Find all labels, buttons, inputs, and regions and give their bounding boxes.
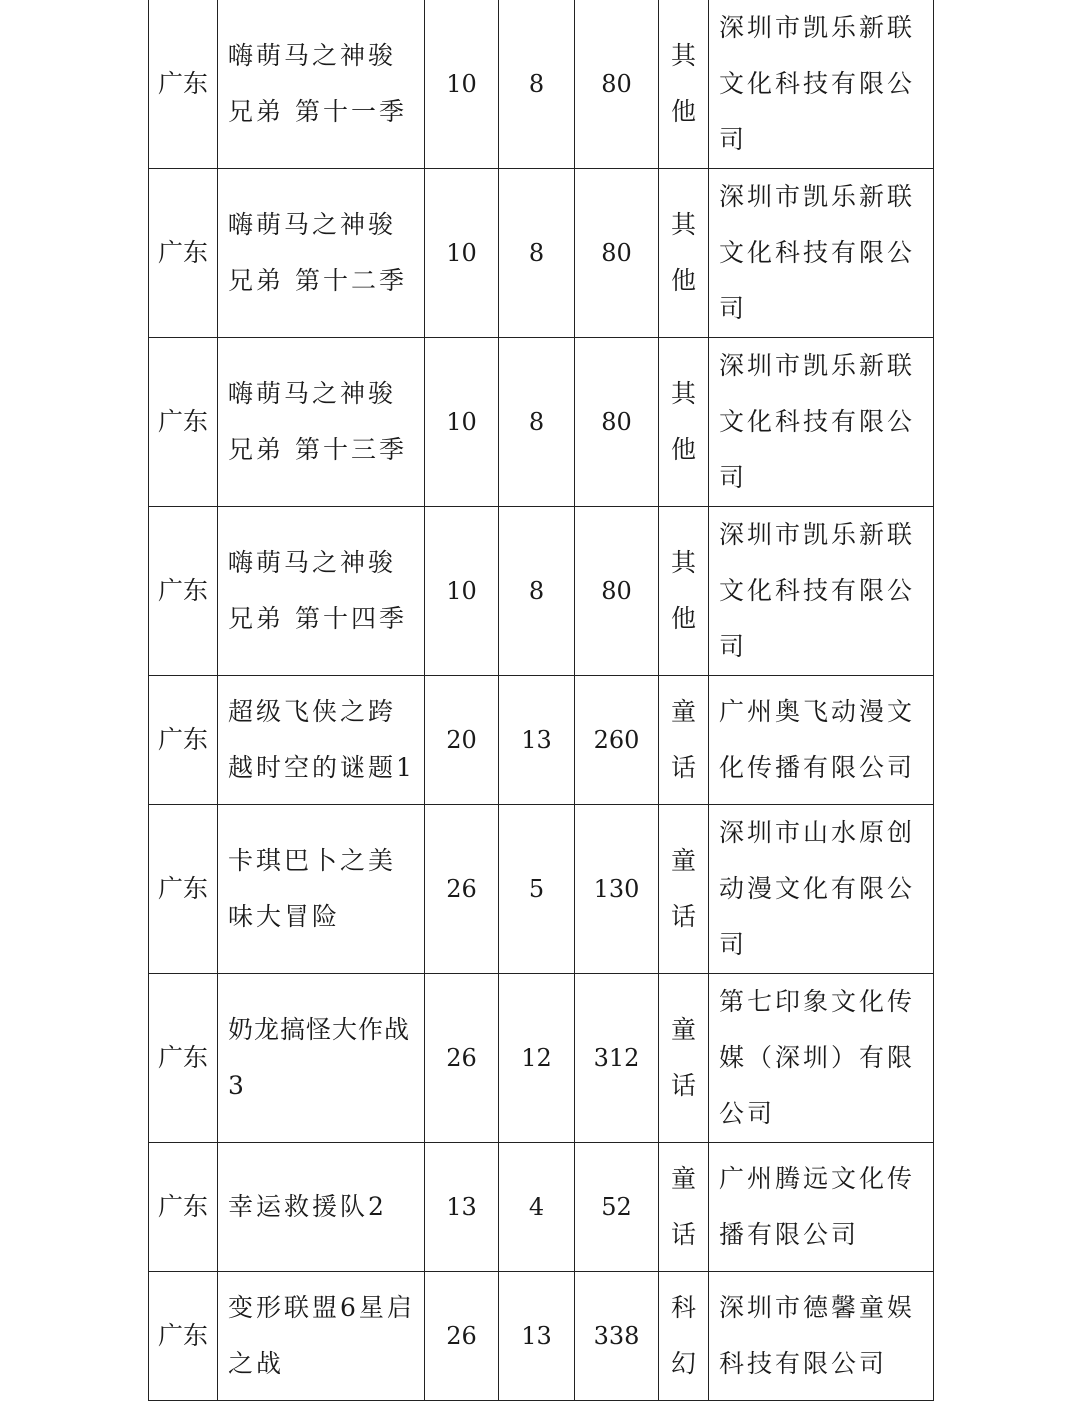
company-cell: 深圳市德馨童娱科技有限公司 xyxy=(709,1272,934,1401)
province-cell: 广东 xyxy=(149,1143,218,1272)
province-cell: 广东 xyxy=(149,974,218,1143)
title-cell: 嗨萌马之神骏兄弟 第十三季 xyxy=(218,338,425,507)
table-row xyxy=(149,169,934,338)
total-minutes-cell: 338 xyxy=(575,1272,659,1401)
minutes-per-episode-cell: 8 xyxy=(499,338,575,507)
table-row xyxy=(149,805,934,974)
table-row xyxy=(149,1143,934,1272)
title-cell: 变形联盟6星启之战 xyxy=(218,1272,425,1401)
episodes-cell: 26 xyxy=(425,974,499,1143)
episodes-cell: 13 xyxy=(425,1143,499,1272)
title-cell: 嗨萌马之神骏兄弟 第十二季 xyxy=(218,169,425,338)
episodes-cell: 26 xyxy=(425,1272,499,1401)
animation-registry-table xyxy=(148,0,934,1401)
document-page xyxy=(148,0,933,1401)
province-cell: 广东 xyxy=(149,805,218,974)
table-row xyxy=(149,676,934,805)
total-minutes-cell: 80 xyxy=(575,338,659,507)
total-minutes-cell: 80 xyxy=(575,507,659,676)
genre-cell: 科幻 xyxy=(659,1272,709,1401)
episodes-cell: 10 xyxy=(425,507,499,676)
total-minutes-cell: 260 xyxy=(575,676,659,805)
genre-cell: 其他 xyxy=(659,507,709,676)
minutes-per-episode-cell: 13 xyxy=(499,676,575,805)
province-cell: 广东 xyxy=(149,338,218,507)
minutes-per-episode-cell: 4 xyxy=(499,1143,575,1272)
minutes-per-episode-cell: 5 xyxy=(499,805,575,974)
table-row xyxy=(149,1272,934,1401)
table-row xyxy=(149,338,934,507)
minutes-per-episode-cell: 8 xyxy=(499,507,575,676)
genre-cell: 童话 xyxy=(659,1143,709,1272)
genre-cell: 童话 xyxy=(659,676,709,805)
genre-cell: 童话 xyxy=(659,805,709,974)
episodes-cell: 10 xyxy=(425,0,499,169)
table-row xyxy=(149,507,934,676)
minutes-per-episode-cell: 12 xyxy=(499,974,575,1143)
title-cell: 幸运救援队2 xyxy=(218,1143,425,1272)
company-cell: 广州腾远文化传播有限公司 xyxy=(709,1143,934,1272)
episodes-cell: 20 xyxy=(425,676,499,805)
total-minutes-cell: 80 xyxy=(575,169,659,338)
total-minutes-cell: 312 xyxy=(575,974,659,1143)
company-cell: 广州奥飞动漫文化传播有限公司 xyxy=(709,676,934,805)
company-cell: 深圳市凯乐新联文化科技有限公司 xyxy=(709,0,934,169)
table-row xyxy=(149,974,934,1143)
title-cell: 卡琪巴卜之美味大冒险 xyxy=(218,805,425,974)
title-cell: 嗨萌马之神骏兄弟 第十四季 xyxy=(218,507,425,676)
company-cell: 深圳市山水原创动漫文化有限公司 xyxy=(709,805,934,974)
province-cell: 广东 xyxy=(149,0,218,169)
total-minutes-cell: 130 xyxy=(575,805,659,974)
company-cell: 深圳市凯乐新联文化科技有限公司 xyxy=(709,507,934,676)
minutes-per-episode-cell: 8 xyxy=(499,169,575,338)
total-minutes-cell: 80 xyxy=(575,0,659,169)
province-cell: 广东 xyxy=(149,1272,218,1401)
episodes-cell: 26 xyxy=(425,805,499,974)
title-cell: 嗨萌马之神骏兄弟 第十一季 xyxy=(218,0,425,169)
genre-cell: 其他 xyxy=(659,169,709,338)
episodes-cell: 10 xyxy=(425,338,499,507)
table-row xyxy=(149,0,934,169)
company-cell: 第七印象文化传媒（深圳）有限公司 xyxy=(709,974,934,1143)
province-cell: 广东 xyxy=(149,507,218,676)
genre-cell: 其他 xyxy=(659,338,709,507)
company-cell: 深圳市凯乐新联文化科技有限公司 xyxy=(709,338,934,507)
episodes-cell: 10 xyxy=(425,169,499,338)
minutes-per-episode-cell: 13 xyxy=(499,1272,575,1401)
company-cell: 深圳市凯乐新联文化科技有限公司 xyxy=(709,169,934,338)
minutes-per-episode-cell: 8 xyxy=(499,0,575,169)
genre-cell: 童话 xyxy=(659,974,709,1143)
title-cell: 超级飞侠之跨越时空的谜题1 xyxy=(218,676,425,805)
genre-cell: 其他 xyxy=(659,0,709,169)
province-cell: 广东 xyxy=(149,676,218,805)
title-cell: 奶龙搞怪大作战3 xyxy=(218,974,425,1143)
province-cell: 广东 xyxy=(149,169,218,338)
total-minutes-cell: 52 xyxy=(575,1143,659,1272)
